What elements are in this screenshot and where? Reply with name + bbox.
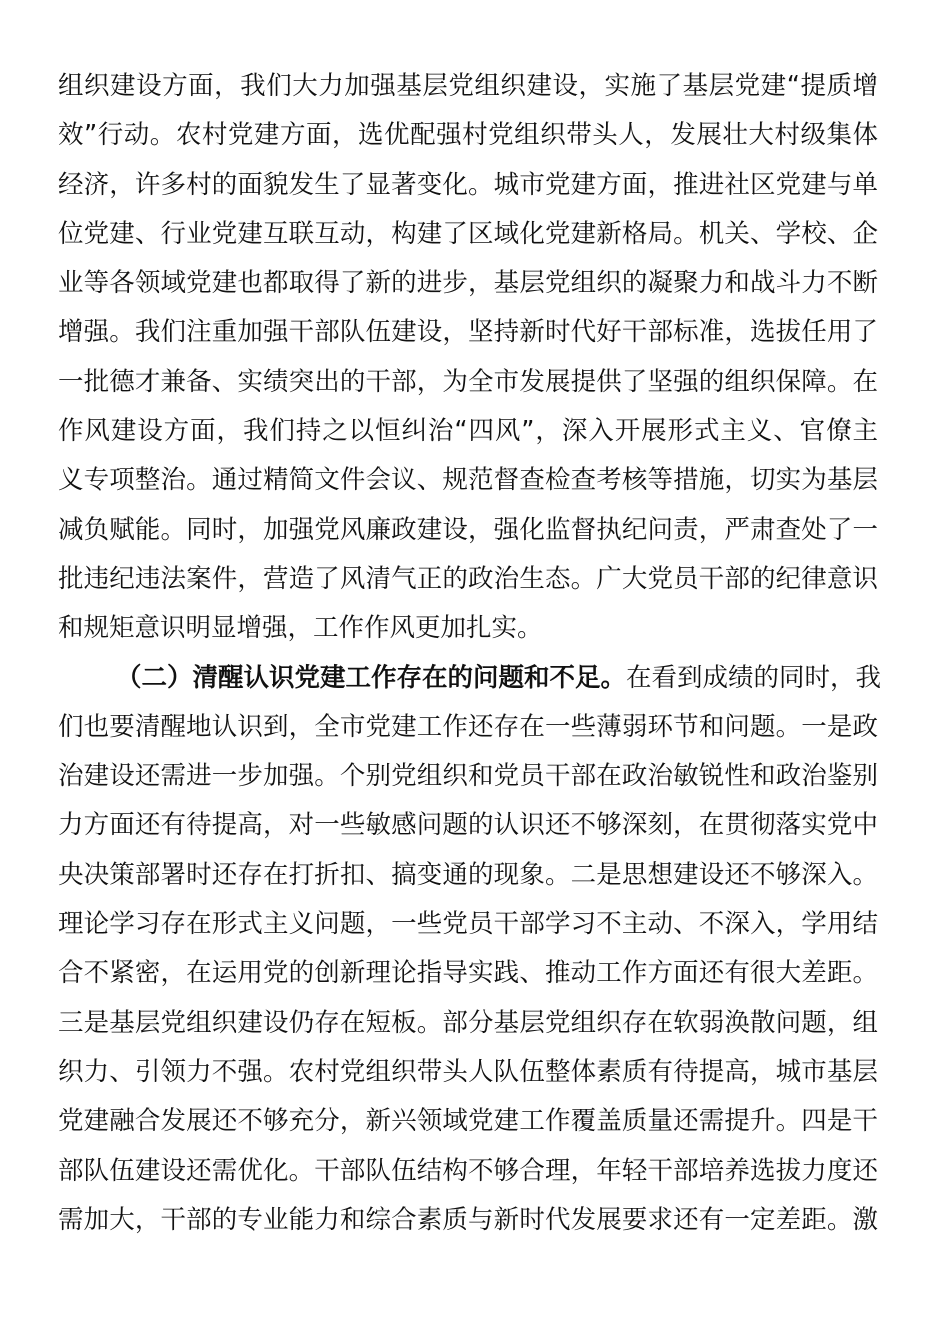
text-line: 织力、引领力不强。农村党组织带头人队伍整体素质有待提高，城市基层 (58, 1056, 878, 1087)
text-line: 央决策部署时还存在打折扣、搞变通的现象。二是思想建设还不够深入。 (58, 859, 878, 890)
text-line: 需加大，干部的专业能力和综合素质与新时代发展要求还有一定差距。激 (58, 1204, 878, 1235)
text-line: 部队伍建设还需优化。干部队伍结构不够合理，年轻干部培养选拔力度还 (58, 1155, 878, 1186)
text-line: 一批德才兼备、实绩突出的干部，为全市发展提供了坚强的组织保障。在 (58, 366, 878, 397)
text-line: 们也要清醒地认识到，全市党建工作还存在一些薄弱环节和问题。一是政 (58, 711, 878, 742)
text-line: 理论学习存在形式主义问题，一些党员干部学习不主动、不深入，学用结 (58, 909, 878, 940)
text-line: 党建融合发展还不够充分，新兴领域党建工作覆盖质量还需提升。四是干 (58, 1106, 878, 1137)
text-line: 和规矩意识明显增强，工作作风更加扎实。 (58, 613, 543, 644)
text-line: 三是基层党组织建设仍存在短板。部分基层党组织存在软弱涣散问题，组 (58, 1007, 878, 1038)
heading-line (58, 654, 882, 703)
paragraph-problems (58, 654, 882, 1246)
text-line: 经济，许多村的面貌发生了显著变化。城市党建方面，推进社区党建与单 (58, 169, 878, 200)
text-line: 治建设还需进一步加强。个别党组织和党员干部在政治敏锐性和政治鉴别 (58, 761, 878, 792)
text-line: 作风建设方面，我们持之以恒纠治“四风”，深入开展形式主义、官僚主 (58, 416, 878, 447)
text-line: 批违纪违法案件，营造了风清气正的政治生态。广大党员干部的纪律意识 (58, 563, 878, 594)
text-line: 力方面还有待提高，对一些敏感问题的认识还不够深刻，在贯彻落实党中 (58, 810, 878, 841)
section-heading: （二）清醒认识党建工作存在的问题和不足。 (116, 662, 627, 693)
text-line: 义专项整治。通过精简文件会议、规范督查检查考核等措施，切实为基层 (58, 465, 878, 496)
text-line: 组织建设方面，我们大力加强基层党组织建设，实施了基层党建“提质增 (58, 71, 878, 101)
text-line: 效”行动。农村党建方面，选优配强村党组织带头人，发展壮大村级集体 (58, 120, 878, 151)
text-line: 减负赋能。同时，加强党风廉政建设，强化监督执纪问责，严肃查处了一 (58, 514, 878, 545)
document-page (58, 62, 882, 1245)
text-line: 业等各领域党建也都取得了新的进步，基层党组织的凝聚力和战斗力不断 (58, 268, 878, 299)
heading-line-rest: 在看到成绩的同时，我 (626, 662, 882, 693)
text-line: 增强。我们注重加强干部队伍建设，坚持新时代好干部标准，选拔任用了 (58, 317, 878, 348)
paragraph-organization-style (58, 62, 878, 654)
text-line: 位党建、行业党建互联互动，构建了区域化党建新格局。机关、学校、企 (58, 218, 878, 249)
text-line: 合不紧密，在运用党的创新理论指导实践、推动工作方面还有很大差距。 (58, 958, 878, 989)
